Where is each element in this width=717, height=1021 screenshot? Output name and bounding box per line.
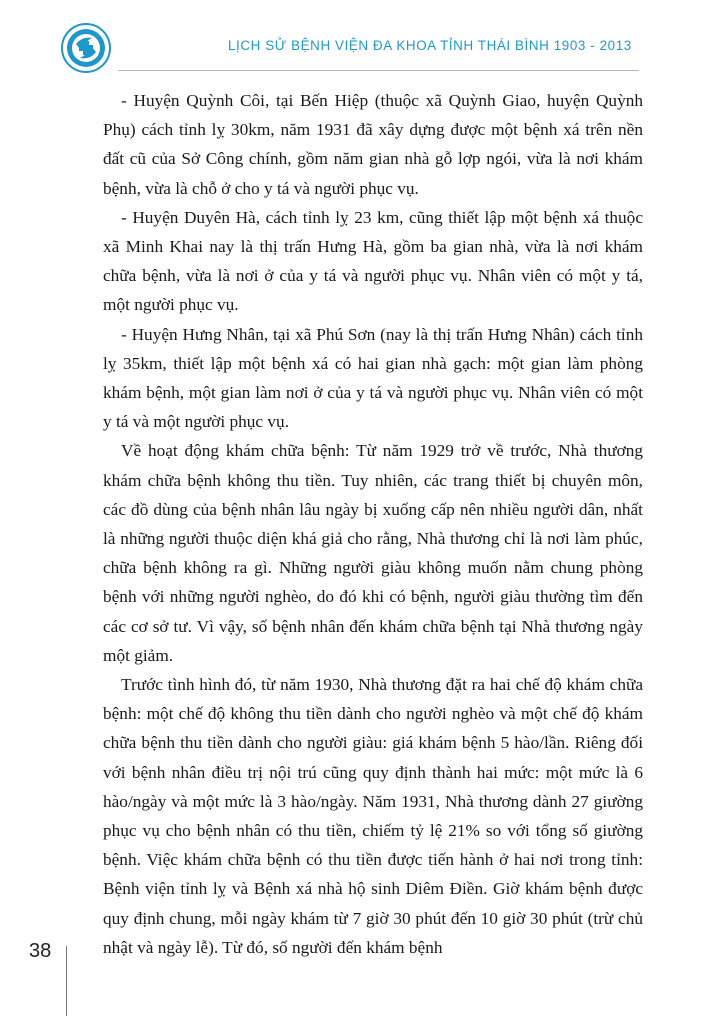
paragraph: Trước tình hình đó, từ năm 1930, Nhà thương đặt ra hai chế độ khám chữa bệnh: một chế độ không thu tiền dành cho người nghèo và một chế độ khám chữa bệnh thu tiền dành cho người giàu: giá khám bệnh 5 hào/lần. Riêng đối với bệnh nhân điều trị nội trú cũng quy định thành hai mức: một mức là 6 hào/ngày và một mức là 3 hào/ngày. Năm 1931, Nhà thương dành 27 giường phục vụ cho bệnh nhân có thu tiền, chiếm tỷ lệ 21% so với tổng số giường bệnh. Việc khám chữa bệnh có thu tiền được tiến hành ở hai nơi trong tỉnh: Bệnh viện tỉnh lỵ và Bệnh xá nhà hộ sinh Diêm Điền. Giờ khám bệnh được quy định chung, mỗi ngày khám từ 7 giờ 30 phút đến 10 giờ 30 phút (trừ chủ nhật và ngày lễ). Từ đó, số người đến khám bệnh: [103, 675, 643, 957]
footer-divider: [66, 946, 67, 1016]
page-number: 38: [29, 940, 52, 962]
hospital-emblem-icon: [60, 22, 112, 74]
body-text: [103, 86, 643, 962]
paragraph: - Huyện Quỳnh Côi, tại Bến Hiệp (thuộc xã Quỳnh Giao, huyện Quỳnh Phụ) cách tỉnh lỵ 30km, năm 1931 đã xây dựng được một bệnh xá trên nền đất cũ của Sở Công chính, gồm năm gian nhà gỗ lợp ngói, vừa là nơi khám bệnh, vừa là chỗ ở cho y tá và người phục vụ.: [103, 91, 643, 198]
paragraph: - Huyện Duyên Hà, cách tỉnh lỵ 23 km, cũng thiết lập một bệnh xá thuộc xã Minh Khai nay là thị trấn Hưng Hà, gồm ba gian nhà, vừa là nơi khám chữa bệnh, vừa là nơi ở của y tá và người phục vụ. Nhân viên có một y tá, một người phục vụ.: [103, 207, 643, 315]
paragraph: Về hoạt động khám chữa bệnh: Từ năm 1929 trở về trước, Nhà thương khám chữa bệnh không thu tiền. Tuy nhiên, các trang thiết bị chuyên môn, các đồ dùng của bệnh nhân lâu ngày bị xuống cấp nên nhiều người dân, nhất là những người thuộc diện khá giả cho rằng, Nhà thương chỉ là nơi làm phúc, chữa bệnh không ra gì. Những người giàu không muốn nằm chung phòng bệnh với những người nghèo, do đó khi có bệnh, người giàu thường tìm đến các cơ sở tư. Vì vậy, số bệnh nhân đến khám chữa bệnh tại Nhà thương ngày một giảm.: [103, 441, 643, 665]
paragraph: - Huyện Hưng Nhân, tại xã Phú Sơn (nay là thị trấn Hưng Nhân) cách tỉnh lỵ 35km, thiết lập một bệnh xá có hai gian nhà gạch: một gian làm phòng khám bệnh, một gian làm nơi ở của y tá và người phục vụ. Nhân viên có một y tá và một người phục vụ.: [103, 324, 643, 432]
header-divider: [118, 70, 639, 71]
running-header-title: LỊCH SỬ BỆNH VIỆN ĐA KHOA TỈNH THÁI BÌNH 1903 - 2013: [228, 38, 632, 53]
